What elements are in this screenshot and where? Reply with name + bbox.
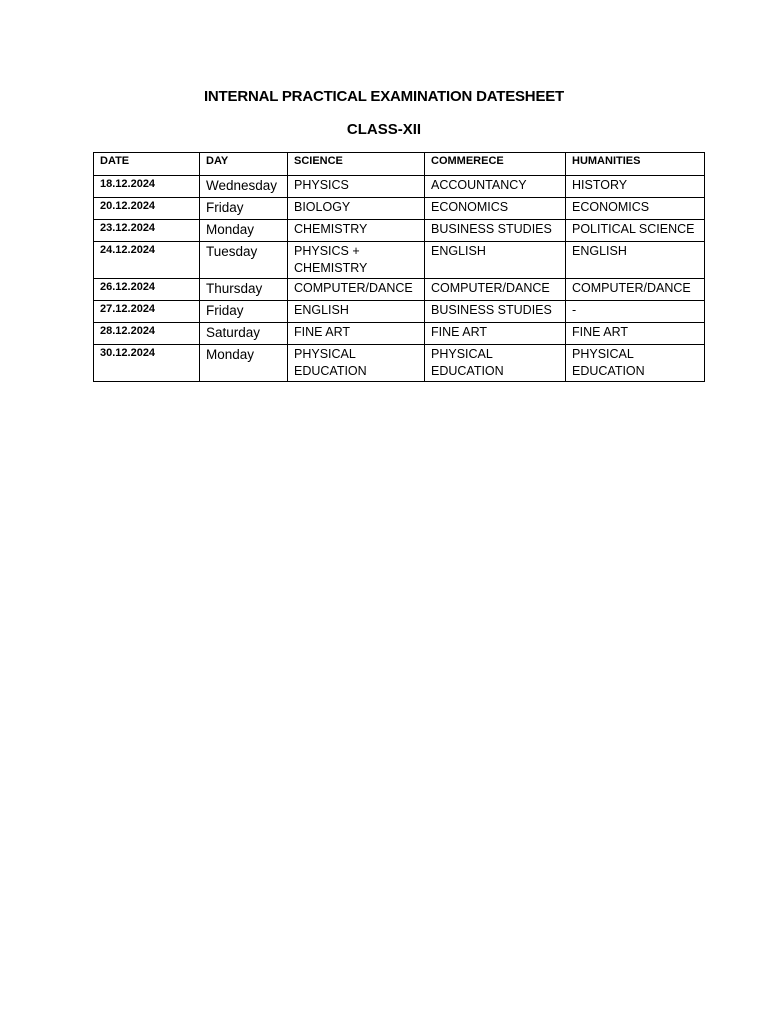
header-day: DAY <box>200 153 288 176</box>
cell-commerce: ACCOUNTANCY <box>425 176 566 198</box>
cell-date: 27.12.2024 <box>94 301 200 323</box>
table-row <box>94 323 705 345</box>
table-row <box>94 220 705 242</box>
cell-day: Wednesday <box>200 176 288 198</box>
cell-science: PHYSICS + CHEMISTRY <box>288 242 425 279</box>
cell-science: COMPUTER/DANCE <box>288 279 425 301</box>
cell-humanities: COMPUTER/DANCE <box>566 279 705 301</box>
cell-commerce: ENGLISH <box>425 242 566 279</box>
cell-date: 18.12.2024 <box>94 176 200 198</box>
table-body <box>94 176 705 382</box>
cell-science: ENGLISH <box>288 301 425 323</box>
datesheet-table <box>93 152 705 382</box>
cell-science: PHYSICAL EDUCATION <box>288 345 425 382</box>
cell-science: BIOLOGY <box>288 198 425 220</box>
cell-science: CHEMISTRY <box>288 220 425 242</box>
cell-commerce: BUSINESS STUDIES <box>425 301 566 323</box>
header-commerce: COMMERECE <box>425 153 566 176</box>
cell-day: Friday <box>200 301 288 323</box>
document-title: INTERNAL PRACTICAL EXAMINATION DATESHEET <box>203 88 565 105</box>
cell-humanities: PHYSICAL EDUCATION <box>566 345 705 382</box>
header-science: SCIENCE <box>288 153 425 176</box>
cell-day: Tuesday <box>200 242 288 279</box>
cell-day: Saturday <box>200 323 288 345</box>
cell-humanities: ECONOMICS <box>566 198 705 220</box>
cell-commerce: COMPUTER/DANCE <box>425 279 566 301</box>
cell-day: Thursday <box>200 279 288 301</box>
document-subtitle: CLASS-XII <box>346 121 422 138</box>
cell-humanities: - <box>566 301 705 323</box>
cell-humanities: FINE ART <box>566 323 705 345</box>
cell-date: 30.12.2024 <box>94 345 200 382</box>
cell-humanities: ENGLISH <box>566 242 705 279</box>
cell-day: Monday <box>200 220 288 242</box>
table-row <box>94 345 705 382</box>
cell-date: 24.12.2024 <box>94 242 200 279</box>
table-row <box>94 198 705 220</box>
cell-science: FINE ART <box>288 323 425 345</box>
cell-humanities: HISTORY <box>566 176 705 198</box>
table-row <box>94 279 705 301</box>
cell-science: PHYSICS <box>288 176 425 198</box>
table-row <box>94 176 705 198</box>
cell-humanities: POLITICAL SCIENCE <box>566 220 705 242</box>
cell-date: 23.12.2024 <box>94 220 200 242</box>
table-row <box>94 301 705 323</box>
header-date: DATE <box>94 153 200 176</box>
table-row <box>94 242 705 279</box>
header-row <box>94 153 705 176</box>
header-humanities: HUMANITIES <box>566 153 705 176</box>
cell-commerce: FINE ART <box>425 323 566 345</box>
cell-date: 20.12.2024 <box>94 198 200 220</box>
cell-date: 28.12.2024 <box>94 323 200 345</box>
cell-commerce: ECONOMICS <box>425 198 566 220</box>
cell-date: 26.12.2024 <box>94 279 200 301</box>
cell-commerce: BUSINESS STUDIES <box>425 220 566 242</box>
cell-day: Friday <box>200 198 288 220</box>
table-header <box>94 153 705 176</box>
cell-day: Monday <box>200 345 288 382</box>
cell-commerce: PHYSICAL EDUCATION <box>425 345 566 382</box>
